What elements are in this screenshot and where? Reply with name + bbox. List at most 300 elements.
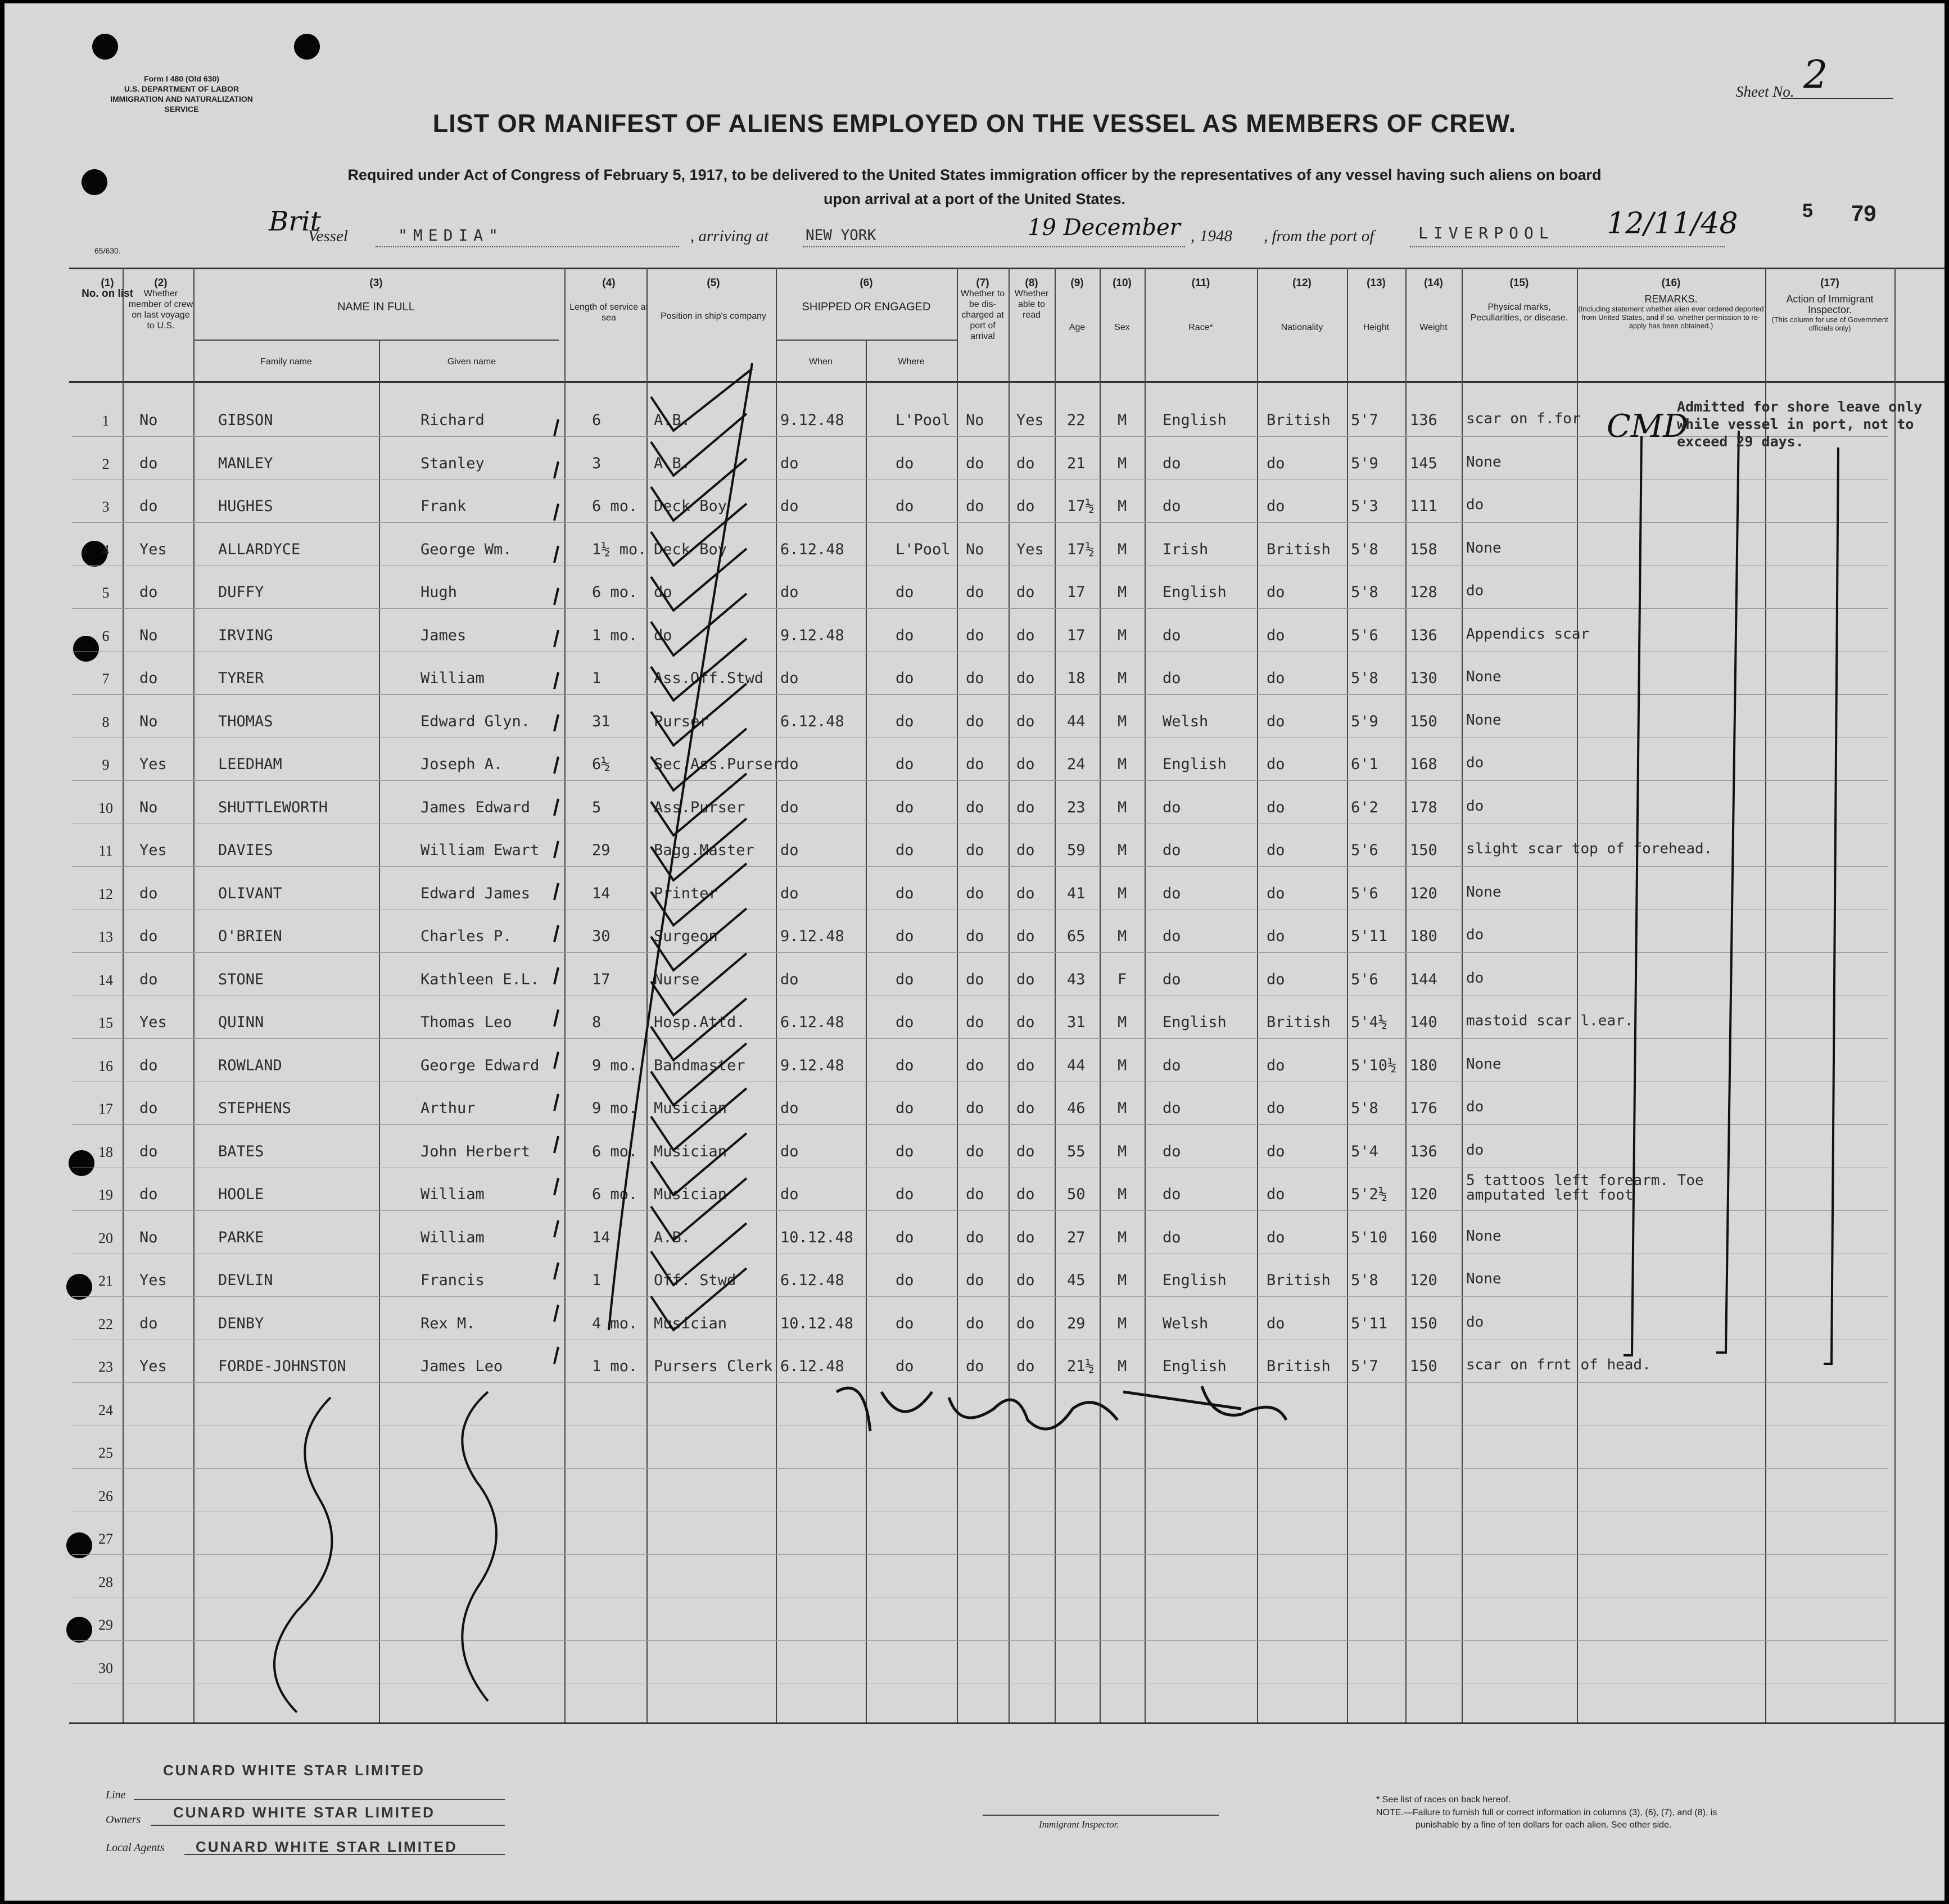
cell-weight: 150: [1410, 842, 1437, 859]
cell-given-name: Edward James: [420, 884, 531, 902]
row-number: 14: [98, 971, 113, 988]
cell-previous-voyage: do: [139, 584, 158, 601]
cell-sex: M: [1118, 756, 1127, 773]
tick-mark: [554, 714, 558, 731]
check-mark: [651, 1088, 747, 1150]
check-mark: [651, 953, 747, 1015]
cell-previous-voyage: do: [139, 498, 158, 515]
cell-able-to-read: do: [1016, 884, 1035, 902]
row-number: 24: [98, 1401, 113, 1418]
cell-nationality: British: [1267, 1358, 1331, 1375]
cell-position: A.B.: [654, 454, 691, 472]
cell-length-service: 29: [592, 842, 611, 859]
cell-family-name: SHUTTLEWORTH: [218, 798, 328, 816]
page-title: LIST OR MANIFEST OF ALIENS EMPLOYED ON THE VESSEL AS MEMBERS OF CREW.: [432, 109, 1517, 138]
cell-physical-marks: do: [1466, 926, 1484, 943]
vessel-handwritten-prefix: Brit: [269, 206, 321, 237]
agents-label: Local Agents: [106, 1842, 165, 1854]
cell-able-to-read: do: [1016, 756, 1035, 773]
cell-shipped-when: do: [780, 498, 799, 515]
cell-sex: M: [1118, 928, 1127, 945]
col-header-sex: (10) Sex: [1113, 277, 1132, 332]
row-number: 23: [98, 1359, 113, 1375]
cell-able-to-read: do: [1016, 1100, 1035, 1117]
cell-able-to-read: do: [1016, 1142, 1035, 1160]
handwritten-checkmarks: [4, 3, 1945, 1901]
cell-shipped-where: do: [896, 1014, 914, 1031]
cell-family-name: TYRER: [218, 670, 264, 687]
cell-shipped-where: do: [896, 884, 914, 902]
cell-able-to-read: do: [1016, 1014, 1035, 1031]
cell-discharged: do: [966, 1186, 984, 1203]
check-mark: [651, 774, 747, 835]
cell-shipped-where: do: [896, 1358, 914, 1375]
cell-weight: 150: [1410, 1314, 1437, 1332]
cell-height: 6'1: [1351, 756, 1378, 773]
row-number: 6: [102, 627, 110, 644]
cell-age: 31: [1067, 1014, 1086, 1031]
cell-able-to-read: do: [1016, 798, 1035, 816]
cell-family-name: OLIVANT: [218, 884, 282, 902]
cell-height: 5'9: [1351, 712, 1378, 730]
cell-sex: M: [1118, 626, 1127, 644]
cell-family-name: MANLEY: [218, 454, 273, 472]
check-mark: [651, 414, 747, 476]
form-info: Form I 480 (Old 630) U.S. DEPARTMENT OF LABOR IMMIGRATION AND NATURALIZATION SERVICE: [110, 74, 253, 114]
tick-mark: [554, 504, 558, 521]
cell-position: Off. Stwd: [654, 1272, 736, 1289]
cell-weight: 111: [1410, 498, 1437, 515]
cell-sex: M: [1118, 884, 1127, 902]
cell-height: 5'10: [1351, 1228, 1388, 1246]
cell-race: do: [1163, 1142, 1181, 1160]
sheet-number-label: Sheet No.: [1736, 83, 1794, 100]
cell-height: 5'6: [1351, 842, 1378, 859]
line-label: Line: [106, 1789, 126, 1801]
penalty-note: NOTE.—Failure to furnish full or correct information in columns (3), (6), (7), and (8), is punishable by a fine of ten dollars for each alien. See other side.: [1376, 1808, 1717, 1830]
row-number: 7: [102, 671, 110, 687]
tick-mark: [554, 841, 558, 858]
cell-family-name: THOMAS: [218, 712, 273, 730]
cell-race: do: [1163, 842, 1181, 859]
cell-given-name: James Edward: [420, 798, 531, 816]
cell-shipped-when: 6.12.48: [780, 1272, 844, 1289]
cell-sex: M: [1118, 1056, 1127, 1074]
cell-physical-marks: None: [1466, 883, 1502, 901]
cell-height: 5'6: [1351, 884, 1378, 902]
cell-race: do: [1163, 1100, 1181, 1117]
cell-height: 5'11: [1351, 1314, 1388, 1332]
row-number: 11: [98, 843, 113, 859]
cell-discharged: do: [966, 842, 984, 859]
cell-race: Welsh: [1163, 712, 1209, 730]
cell-physical-marks: do: [1466, 1313, 1484, 1331]
cell-physical-marks: do: [1466, 754, 1484, 771]
col-header-given-name: Given name: [447, 357, 496, 367]
cell-position: Bagg.Master: [654, 842, 754, 859]
cell-height: 5'7: [1351, 1358, 1378, 1375]
cell-nationality: do: [1267, 928, 1285, 945]
cell-physical-marks: slight scar top of forehead.: [1466, 840, 1713, 857]
cell-shipped-when: do: [780, 970, 799, 988]
cell-family-name: STONE: [218, 970, 264, 988]
manifest-sheet: [4, 3, 1945, 1901]
tick-mark: [554, 757, 558, 774]
cell-weight: 120: [1410, 1272, 1437, 1289]
cell-previous-voyage: do: [139, 1314, 158, 1332]
row-number: 26: [98, 1487, 113, 1504]
row-number: 28: [98, 1573, 113, 1590]
col-header-physical-marks: (15) Physical marks, Peculiarities, or disease.: [1470, 277, 1568, 323]
cell-shipped-where: do: [896, 1100, 914, 1117]
cell-shipped-when: 6.12.48: [780, 1358, 844, 1375]
cell-position: Musician: [654, 1186, 727, 1203]
col-header-nationality: (12) Nationality: [1281, 277, 1323, 332]
cell-age: 44: [1067, 1056, 1086, 1074]
cell-sex: M: [1118, 584, 1127, 601]
check-mark: [651, 594, 747, 655]
cell-physical-marks: do: [1466, 582, 1484, 599]
cell-race: Welsh: [1163, 1314, 1209, 1332]
cell-position: A.B.: [654, 411, 691, 429]
cell-sex: M: [1118, 670, 1127, 687]
cell-shipped-when: do: [780, 454, 799, 472]
cell-physical-marks: None: [1466, 453, 1502, 471]
row-number: 21: [98, 1273, 113, 1289]
cell-given-name: James Leo: [420, 1358, 503, 1375]
cell-shipped-when: do: [780, 1100, 799, 1117]
cell-shipped-where: do: [896, 454, 914, 472]
agents-stamp: CUNARD WHITE STAR LIMITED: [196, 1838, 458, 1855]
cell-length-service: 3: [592, 454, 602, 472]
cell-position: Sec.Ass.Purser: [654, 756, 782, 773]
cell-family-name: DENBY: [218, 1314, 264, 1332]
cell-height: 5'8: [1351, 540, 1378, 558]
cell-family-name: QUINN: [218, 1014, 264, 1031]
row-number: 22: [98, 1315, 113, 1332]
cell-position: Pursers Clerk: [654, 1358, 773, 1375]
cell-family-name: ROWLAND: [218, 1056, 282, 1074]
cell-weight: 144: [1410, 970, 1437, 988]
col-header-age: (9) Age: [1069, 277, 1086, 332]
cell-race: do: [1163, 928, 1181, 945]
cell-family-name: O'BRIEN: [218, 928, 282, 945]
cell-shipped-where: do: [896, 756, 914, 773]
cell-nationality: do: [1267, 712, 1285, 730]
cell-physical-marks: None: [1466, 1055, 1502, 1073]
cell-length-service: 1: [592, 670, 602, 687]
cell-given-name: Stanley: [420, 454, 485, 472]
cell-nationality: do: [1267, 1142, 1285, 1160]
cell-position: A.B.: [654, 1228, 691, 1246]
cell-family-name: PARKE: [218, 1228, 264, 1246]
row-number: 30: [98, 1659, 113, 1676]
cell-nationality: do: [1267, 842, 1285, 859]
cell-height: 5'4: [1351, 1142, 1378, 1160]
col-header-able-to-read: (8) Whether able to read: [1014, 277, 1049, 320]
cell-discharged: do: [966, 712, 984, 730]
cell-previous-voyage: do: [139, 970, 158, 988]
cell-shipped-when: 10.12.48: [780, 1314, 854, 1332]
cell-nationality: do: [1267, 1100, 1285, 1117]
cell-length-service: 17: [592, 970, 611, 988]
cell-race: English: [1163, 756, 1227, 773]
cell-discharged: do: [966, 670, 984, 687]
cell-given-name: Kathleen E.L.: [420, 970, 540, 988]
cell-age: 59: [1067, 842, 1086, 859]
cell-physical-marks: None: [1466, 1227, 1502, 1245]
check-mark: [609, 363, 752, 1330]
cell-shipped-when: do: [780, 1142, 799, 1160]
cell-weight: 180: [1410, 928, 1437, 945]
tick-mark: [554, 1010, 558, 1026]
tick-mark: [554, 546, 558, 563]
cell-age: 41: [1067, 884, 1086, 902]
year-comma: ,: [1191, 227, 1195, 245]
cell-family-name: BATES: [218, 1142, 264, 1160]
col-header-length-service: (4) Length of service at sea: [569, 277, 648, 323]
cell-able-to-read: do: [1016, 626, 1035, 644]
cell-height: 5'11: [1351, 928, 1388, 945]
col-header-where: Where: [898, 357, 925, 367]
row-number: 15: [98, 1015, 113, 1031]
cell-length-service: 6: [592, 411, 602, 429]
cell-discharged: do: [966, 1314, 984, 1332]
inspector-label: Immigrant Inspector.: [1039, 1819, 1119, 1830]
cell-physical-marks: mastoid scar l.ear.: [1466, 1012, 1634, 1029]
cell-length-service: 6 mo.: [592, 584, 638, 601]
cell-nationality: do: [1267, 884, 1285, 902]
cell-position: do: [654, 626, 672, 644]
check-mark: [651, 729, 747, 790]
cell-age: 23: [1067, 798, 1086, 816]
cell-given-name: George Wm.: [420, 540, 512, 558]
col-header-height: (13) Height: [1363, 277, 1390, 332]
cell-weight: 145: [1410, 454, 1437, 472]
cell-physical-marks: None: [1466, 711, 1502, 729]
cell-age: 18: [1067, 670, 1086, 687]
cell-weight: 120: [1410, 1186, 1437, 1203]
cell-position: Deck Boy: [654, 498, 727, 515]
cell-shipped-when: 6.12.48: [780, 540, 844, 558]
cell-physical-marks: None: [1466, 1270, 1502, 1287]
owners-label: Owners: [106, 1813, 141, 1826]
col-header-when: When: [809, 357, 833, 367]
cell-shipped-where: do: [896, 1186, 914, 1203]
col-header-name: (3) NAME IN FULL: [337, 277, 415, 313]
cell-race: English: [1163, 1014, 1227, 1031]
cell-given-name: William Ewart: [420, 842, 540, 859]
cell-shipped-where: do: [896, 1142, 914, 1160]
cell-nationality: British: [1267, 1014, 1331, 1031]
tick-mark: [554, 1347, 558, 1364]
cell-shipped-when: 9.12.48: [780, 1056, 844, 1074]
cell-race: do: [1163, 454, 1181, 472]
cell-physical-marks: do: [1466, 496, 1484, 513]
cell-length-service: 9 mo.: [592, 1100, 638, 1117]
col-header-shipped: (6) SHIPPED OR ENGAGED: [802, 277, 931, 313]
cell-discharged: do: [966, 454, 984, 472]
cell-able-to-read: do: [1016, 970, 1035, 988]
cell-shipped-where: do: [896, 798, 914, 816]
form-code: 65/630.: [94, 246, 121, 255]
col-header-number: (1) No. on list: [82, 277, 133, 300]
cell-race: do: [1163, 970, 1181, 988]
cell-discharged: do: [966, 1142, 984, 1160]
cell-age: 17: [1067, 626, 1086, 644]
cell-age: 45: [1067, 1272, 1086, 1289]
cell-family-name: STEPHENS: [218, 1100, 292, 1117]
cell-able-to-read: do: [1016, 670, 1035, 687]
cell-shipped-where: do: [896, 712, 914, 730]
cell-race: do: [1163, 1186, 1181, 1203]
cell-able-to-read: do: [1016, 1186, 1035, 1203]
cell-length-service: 30: [592, 928, 611, 945]
cell-able-to-read: do: [1016, 1314, 1035, 1332]
cell-shipped-where: do: [896, 970, 914, 988]
cell-weight: 178: [1410, 798, 1437, 816]
cell-length-service: 1: [592, 1272, 602, 1289]
cell-position: do: [654, 584, 672, 601]
cell-given-name: Thomas Leo: [420, 1014, 512, 1031]
cell-length-service: 8: [592, 1014, 602, 1031]
cell-physical-marks: Appendics scar: [1466, 625, 1590, 643]
cell-shipped-when: do: [780, 584, 799, 601]
col-header-action: (17) Action of Immigrant Inspector. (This column for use of Government officials only): [1771, 277, 1888, 332]
cell-sex: M: [1118, 1100, 1127, 1117]
cell-race: Irish: [1163, 540, 1209, 558]
cell-given-name: Francis: [420, 1272, 485, 1289]
cell-height: 5'2½: [1351, 1186, 1388, 1203]
cell-sex: M: [1118, 842, 1127, 859]
cell-race: do: [1163, 1056, 1181, 1074]
cell-length-service: 6½: [592, 756, 611, 773]
cell-able-to-read: do: [1016, 1358, 1035, 1375]
cell-nationality: do: [1267, 756, 1285, 773]
cell-shipped-where: do: [896, 626, 914, 644]
cell-nationality: British: [1267, 540, 1331, 558]
cell-age: 44: [1067, 712, 1086, 730]
cell-sex: M: [1118, 1228, 1127, 1246]
cell-shipped-where: do: [896, 1272, 914, 1289]
tick-mark: [554, 1052, 558, 1069]
row-number: 16: [98, 1057, 113, 1074]
line-underline: [134, 1799, 505, 1800]
cell-shipped-where: do: [896, 498, 914, 515]
cell-age: 43: [1067, 970, 1086, 988]
col-header-previous-voyage: (2) Whether member of crew on last voyage to U.S.: [128, 277, 193, 331]
cell-family-name: HOOLE: [218, 1186, 264, 1203]
cell-physical-marks: do: [1466, 969, 1484, 987]
end-of-list-wave: [462, 1392, 496, 1701]
cell-previous-voyage: No: [139, 798, 158, 816]
cell-age: 17½: [1067, 540, 1095, 558]
check-mark: [651, 1133, 747, 1195]
cell-height: 5'6: [1351, 970, 1378, 988]
cell-shipped-when: do: [780, 884, 799, 902]
cell-sex: M: [1118, 454, 1127, 472]
cell-discharged: do: [966, 970, 984, 988]
cell-previous-voyage: Yes: [139, 540, 167, 558]
cell-weight: 168: [1410, 756, 1437, 773]
cell-able-to-read: Yes: [1016, 411, 1044, 429]
vessel-label: Vessel: [308, 227, 348, 245]
cell-family-name: HUGHES: [218, 498, 273, 515]
row-number: 29: [98, 1617, 113, 1633]
cell-given-name: John Herbert: [420, 1142, 531, 1160]
cell-sex: F: [1118, 970, 1127, 988]
cell-shipped-when: do: [780, 842, 799, 859]
cell-previous-voyage: do: [139, 454, 158, 472]
cell-family-name: IRVING: [218, 626, 273, 644]
subtitle-line-1: Required under Act of Congress of February 5, 1917, to be delivered to the United States immigration officer by the representatives of any vessel having such aliens on board: [347, 166, 1602, 183]
cell-physical-marks: None: [1466, 668, 1502, 685]
from-port-label: , from the port of: [1264, 227, 1374, 245]
row-number: 27: [98, 1531, 113, 1547]
cell-discharged: do: [966, 756, 984, 773]
cell-shipped-where: do: [896, 584, 914, 601]
cell-shipped-where: L'Pool: [896, 411, 951, 429]
arrival-port: NEW YORK: [806, 227, 876, 244]
cell-age: 21: [1067, 454, 1086, 472]
cell-sex: M: [1118, 1358, 1127, 1375]
cell-given-name: George Edward: [420, 1056, 540, 1074]
cell-given-name: Richard: [420, 411, 485, 429]
cell-position: Bandmaster: [654, 1056, 745, 1074]
cell-race: English: [1163, 1272, 1227, 1289]
stamp-number: 79: [1851, 201, 1876, 226]
cell-height: 5'3: [1351, 498, 1378, 515]
cell-family-name: LEEDHAM: [218, 756, 282, 773]
col-header-remarks: (16) REMARKS. (Including statement whether alien ever ordered deported from United States, and if so, whether permission to re-apply has been obtained.): [1578, 277, 1764, 330]
cell-length-service: 1½ mo.: [592, 540, 647, 558]
cell-height: 5'6: [1351, 626, 1378, 644]
line-stamp: CUNARD WHITE STAR LIMITED: [163, 1762, 425, 1779]
row-number: 17: [98, 1101, 113, 1117]
subtitle-line-2: upon arrival at a port of the United States.: [823, 191, 1126, 207]
cell-sex: M: [1118, 1314, 1127, 1332]
cell-weight: 150: [1410, 1358, 1437, 1375]
cell-race: do: [1163, 670, 1181, 687]
row-number: 10: [98, 799, 113, 816]
check-marks: [554, 363, 752, 1364]
cell-able-to-read: do: [1016, 842, 1035, 859]
stamp-mark: 5: [1802, 200, 1813, 221]
tick-mark: [554, 967, 558, 984]
cell-position: Musician: [654, 1142, 727, 1160]
owners-stamp: CUNARD WHITE STAR LIMITED: [173, 1804, 435, 1821]
cell-sex: M: [1118, 1142, 1127, 1160]
cell-previous-voyage: do: [139, 1186, 158, 1203]
cell-weight: 128: [1410, 584, 1437, 601]
cell-height: 6'2: [1351, 798, 1378, 816]
row-number: 19: [98, 1187, 113, 1203]
cell-given-name: William: [420, 670, 485, 687]
tick-mark: [554, 1094, 558, 1111]
cell-weight: 150: [1410, 712, 1437, 730]
cell-discharged: No: [966, 411, 984, 429]
row-number: 1: [102, 413, 110, 429]
cell-previous-voyage: No: [139, 626, 158, 644]
cell-family-name: DAVIES: [218, 842, 273, 859]
cell-age: 65: [1067, 928, 1086, 945]
row-number: 2: [102, 455, 110, 472]
cell-height: 5'8: [1351, 670, 1378, 687]
cell-weight: 176: [1410, 1100, 1437, 1117]
cell-able-to-read: do: [1016, 454, 1035, 472]
check-mark: [651, 998, 747, 1060]
check-mark: [651, 1178, 747, 1240]
